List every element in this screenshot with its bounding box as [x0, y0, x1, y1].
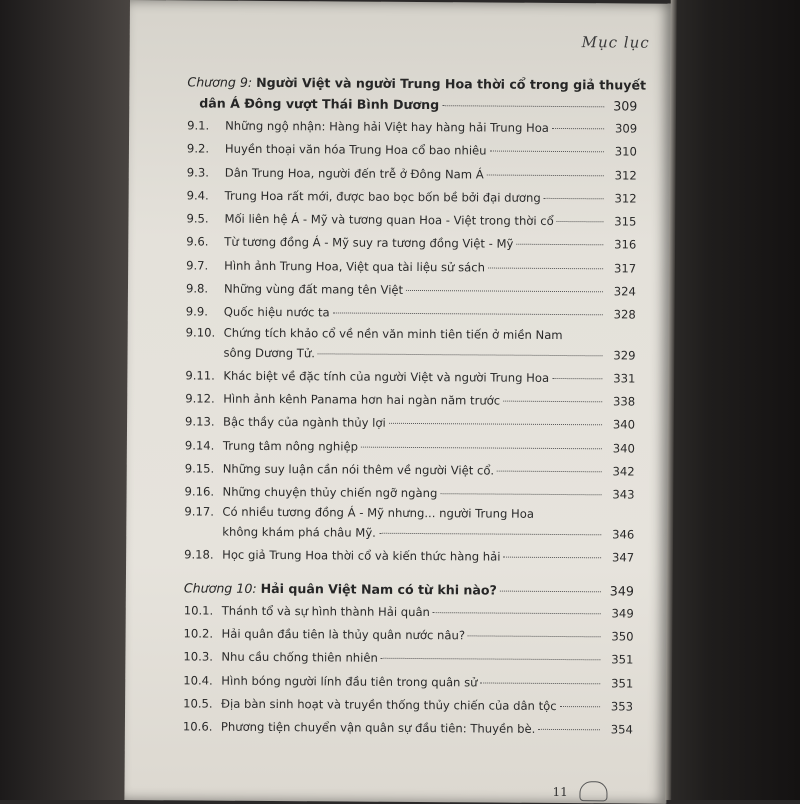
entry-title: Những suy luận cần nói thêm về người Việt cổ. — [222, 461, 495, 478]
chapter-9-heading — [187, 72, 647, 117]
toc-entry — [185, 387, 635, 413]
entry-page-number: 329 — [613, 348, 636, 363]
dot-leader — [333, 313, 603, 316]
toc-entry — [187, 184, 637, 210]
entry-title: Trung tâm nông nghiệp — [222, 438, 359, 454]
entry-number: 9.15. — [184, 461, 215, 476]
toc-entry — [185, 457, 635, 483]
entry-number: 9.12. — [185, 391, 215, 406]
entry-title: Hình ảnh kênh Panama hơn hai ngàn năm trước — [223, 391, 501, 408]
dot-leader — [497, 470, 602, 472]
toc-entry — [187, 161, 637, 187]
chapter-title: Hải quân Việt Nam có từ khi nào? — [260, 580, 497, 598]
entry-number: 10.3. — [183, 649, 213, 664]
entry-number: 9.18. — [184, 547, 214, 563]
entry-number: 10.2. — [183, 626, 214, 641]
dot-leader — [488, 267, 603, 269]
entry-title: Huyền thoại văn hóa Trung Hoa cổ bao nhiêu — [224, 141, 487, 158]
entry-page-number: 351 — [611, 676, 634, 691]
toc-entry — [183, 622, 633, 648]
entry-title: Những ngộ nhận: Hàng hải Việt hay hàng hải Trung Hoa — [225, 118, 549, 135]
dot-leader — [481, 682, 601, 684]
entry-number: 10.4. — [183, 673, 213, 688]
entry-title: Hình bóng người lính đầu tiên trong quân sử — [221, 673, 478, 690]
entry-page-number: 328 — [613, 307, 636, 322]
table-of-contents — [182, 72, 647, 742]
entry-title: Trung Hoa rất mới, được bao bọc bốn bề bởi đại dương — [224, 188, 541, 205]
entry-page-number: 312 — [614, 191, 637, 206]
entry-page-number: 349 — [611, 606, 634, 621]
dot-leader — [552, 128, 604, 129]
page-number: 11 — [552, 784, 568, 800]
entry-page-number: 315 — [614, 214, 637, 229]
entry-page-number: 316 — [614, 237, 637, 253]
entry-title: Học giả Trung Hoa thời cổ và kiến thức hàng hải — [222, 548, 501, 565]
toc-entry — [184, 599, 634, 625]
dot-leader — [389, 423, 602, 425]
entry-title: Thánh tổ và sự hình thành Hải quân — [221, 603, 430, 619]
entry-title: Nhu cầu chống thiên nhiên — [221, 649, 378, 666]
entry-title-cont: không khám phá châu Mỹ. — [222, 525, 376, 541]
entry-title: Bậc thầy của ngành thủy lợi — [223, 414, 386, 431]
entry-number: 9.10. — [185, 325, 216, 340]
dot-leader — [468, 635, 601, 637]
dot-leader — [503, 557, 601, 559]
entry-title: Phương tiện chuyển vận quân sự đầu tiên: Thuyền bè. — [220, 719, 536, 737]
entry-number: 9.11. — [185, 368, 215, 383]
entry-title: Khác biệt về đặc tính của người Việt và người Trung Hoa — [223, 368, 550, 385]
entry-page-number: 354 — [610, 722, 633, 737]
toc-entry — [184, 481, 634, 507]
dot-leader — [440, 493, 601, 495]
dot-leader — [406, 290, 603, 292]
toc-entry — [185, 324, 635, 367]
dot-leader — [544, 198, 604, 199]
entry-number: 9.2. — [186, 141, 210, 156]
entry-number: 9.16. — [184, 484, 215, 499]
entry-title: Quốc hiệu nước ta — [223, 305, 330, 320]
entry-title: Dân Trung Hoa, người đến trễ ở Đông Nam Á — [224, 165, 484, 182]
entry-number: 9.14. — [184, 437, 215, 453]
toc-entry — [183, 669, 633, 695]
chapter-10-heading — [184, 577, 634, 602]
dot-leader — [361, 446, 602, 449]
chapter-label: Chương 10: — [183, 580, 257, 596]
toc-entry — [184, 504, 634, 547]
dot-leader — [487, 174, 604, 176]
dot-leader — [490, 151, 604, 153]
dot-leader — [442, 105, 604, 107]
chapter-page-number: 309 — [613, 98, 638, 114]
entry-page-number: 353 — [610, 699, 634, 714]
background-right — [670, 0, 800, 800]
dot-leader — [433, 612, 601, 614]
entry-number: 9.6. — [186, 234, 209, 250]
entry-title: Chứng tích khảo cổ về nền văn minh tiên tiến ở miền Nam — [223, 325, 563, 342]
entry-title-cont: sông Dương Tử. — [223, 345, 315, 360]
dot-leader — [318, 353, 603, 356]
entry-number: 9.3. — [186, 164, 209, 180]
toc-entry — [185, 434, 635, 460]
entry-page-number: 309 — [614, 121, 638, 136]
chapter-10-entries — [183, 599, 634, 742]
toc-entry — [183, 716, 633, 742]
chapter-title-line2: dân Á Đông vượt Thái Bình Dương — [199, 95, 440, 113]
entry-number: 9.5. — [186, 211, 209, 226]
entry-page-number: 331 — [613, 371, 636, 386]
chapter-label: Chương 9: — [187, 74, 253, 90]
entry-title: Mối liên hệ Á - Mỹ và tương quan Hoa - Việt trong thời cổ — [224, 211, 554, 229]
entry-page-number: 317 — [613, 261, 637, 276]
dot-leader — [500, 590, 601, 592]
toc-entry — [185, 364, 635, 390]
entry-number: 9.17. — [184, 504, 214, 520]
entry-page-number: 338 — [613, 394, 636, 409]
toc-entry — [186, 231, 636, 257]
entry-page-number: 342 — [612, 464, 635, 479]
entry-number: 9.9. — [185, 304, 208, 319]
dot-leader — [381, 658, 601, 661]
dot-leader — [557, 221, 604, 222]
entry-page-number: 347 — [611, 550, 635, 565]
toc-entry — [187, 114, 637, 140]
entry-page-number: 340 — [612, 417, 636, 432]
toc-entry — [183, 692, 633, 718]
dot-leader — [538, 729, 600, 730]
entry-number: 10.6. — [182, 719, 213, 734]
entry-title: Hình ảnh Trung Hoa, Việt qua tài liệu sử sách — [224, 258, 486, 275]
entry-number: 10.5. — [183, 696, 213, 711]
entry-title: Địa bàn sinh hoạt và truyền thống thủy chiến của dân tộc — [221, 696, 557, 713]
entry-number: 9.7. — [186, 258, 209, 273]
dot-leader — [560, 706, 600, 707]
entry-title: Những vùng đất mang tên Việt — [223, 281, 404, 297]
dot-leader — [379, 533, 601, 536]
toc-entry — [187, 138, 637, 164]
entry-page-number: 343 — [612, 487, 635, 502]
toc-entry — [186, 254, 636, 280]
entry-title: Hải quân đầu tiên là thủy quân nước nâu? — [221, 626, 466, 643]
dot-leader — [516, 244, 603, 246]
chapter-title-line1: Người Việt và người Trung Hoa thời cổ trong giả thuyết — [256, 74, 647, 93]
toc-entry — [183, 646, 633, 672]
chapter-9-entries — [184, 114, 637, 570]
entry-page-number: 346 — [612, 527, 635, 542]
toc-entry — [184, 544, 634, 570]
entry-page-number: 312 — [614, 167, 637, 183]
ornament-icon — [579, 781, 607, 801]
toc-entry — [186, 277, 636, 303]
entry-page-number: 324 — [613, 284, 637, 299]
chapter-page-number: 349 — [609, 583, 634, 599]
entry-number: 9.4. — [186, 188, 209, 203]
entry-page-number: 351 — [611, 652, 634, 667]
entry-number: 9.8. — [185, 281, 209, 296]
entry-number: 9.13. — [185, 414, 215, 429]
running-header: Mục lục — [581, 33, 650, 52]
toc-entry — [185, 411, 635, 437]
toc-entry — [186, 208, 636, 234]
entry-title: Từ tương đồng Á - Mỹ suy ra tương đồng Việt - Mỹ — [224, 235, 514, 252]
entry-page-number: 340 — [612, 440, 635, 456]
dot-leader — [552, 378, 602, 379]
entry-number: 9.1. — [187, 118, 210, 133]
book-page — [124, 0, 672, 804]
entry-title: Những chuyện thủy chiến ngỡ ngàng — [222, 484, 438, 501]
entry-page-number: 310 — [614, 144, 638, 159]
entry-title: Có nhiều tương đồng Á - Mỹ nhưng... người Trung Hoa — [222, 505, 535, 522]
entry-page-number: 350 — [611, 629, 634, 644]
dot-leader — [503, 401, 602, 403]
entry-number: 10.1. — [183, 603, 214, 618]
toc-entry — [186, 301, 636, 327]
